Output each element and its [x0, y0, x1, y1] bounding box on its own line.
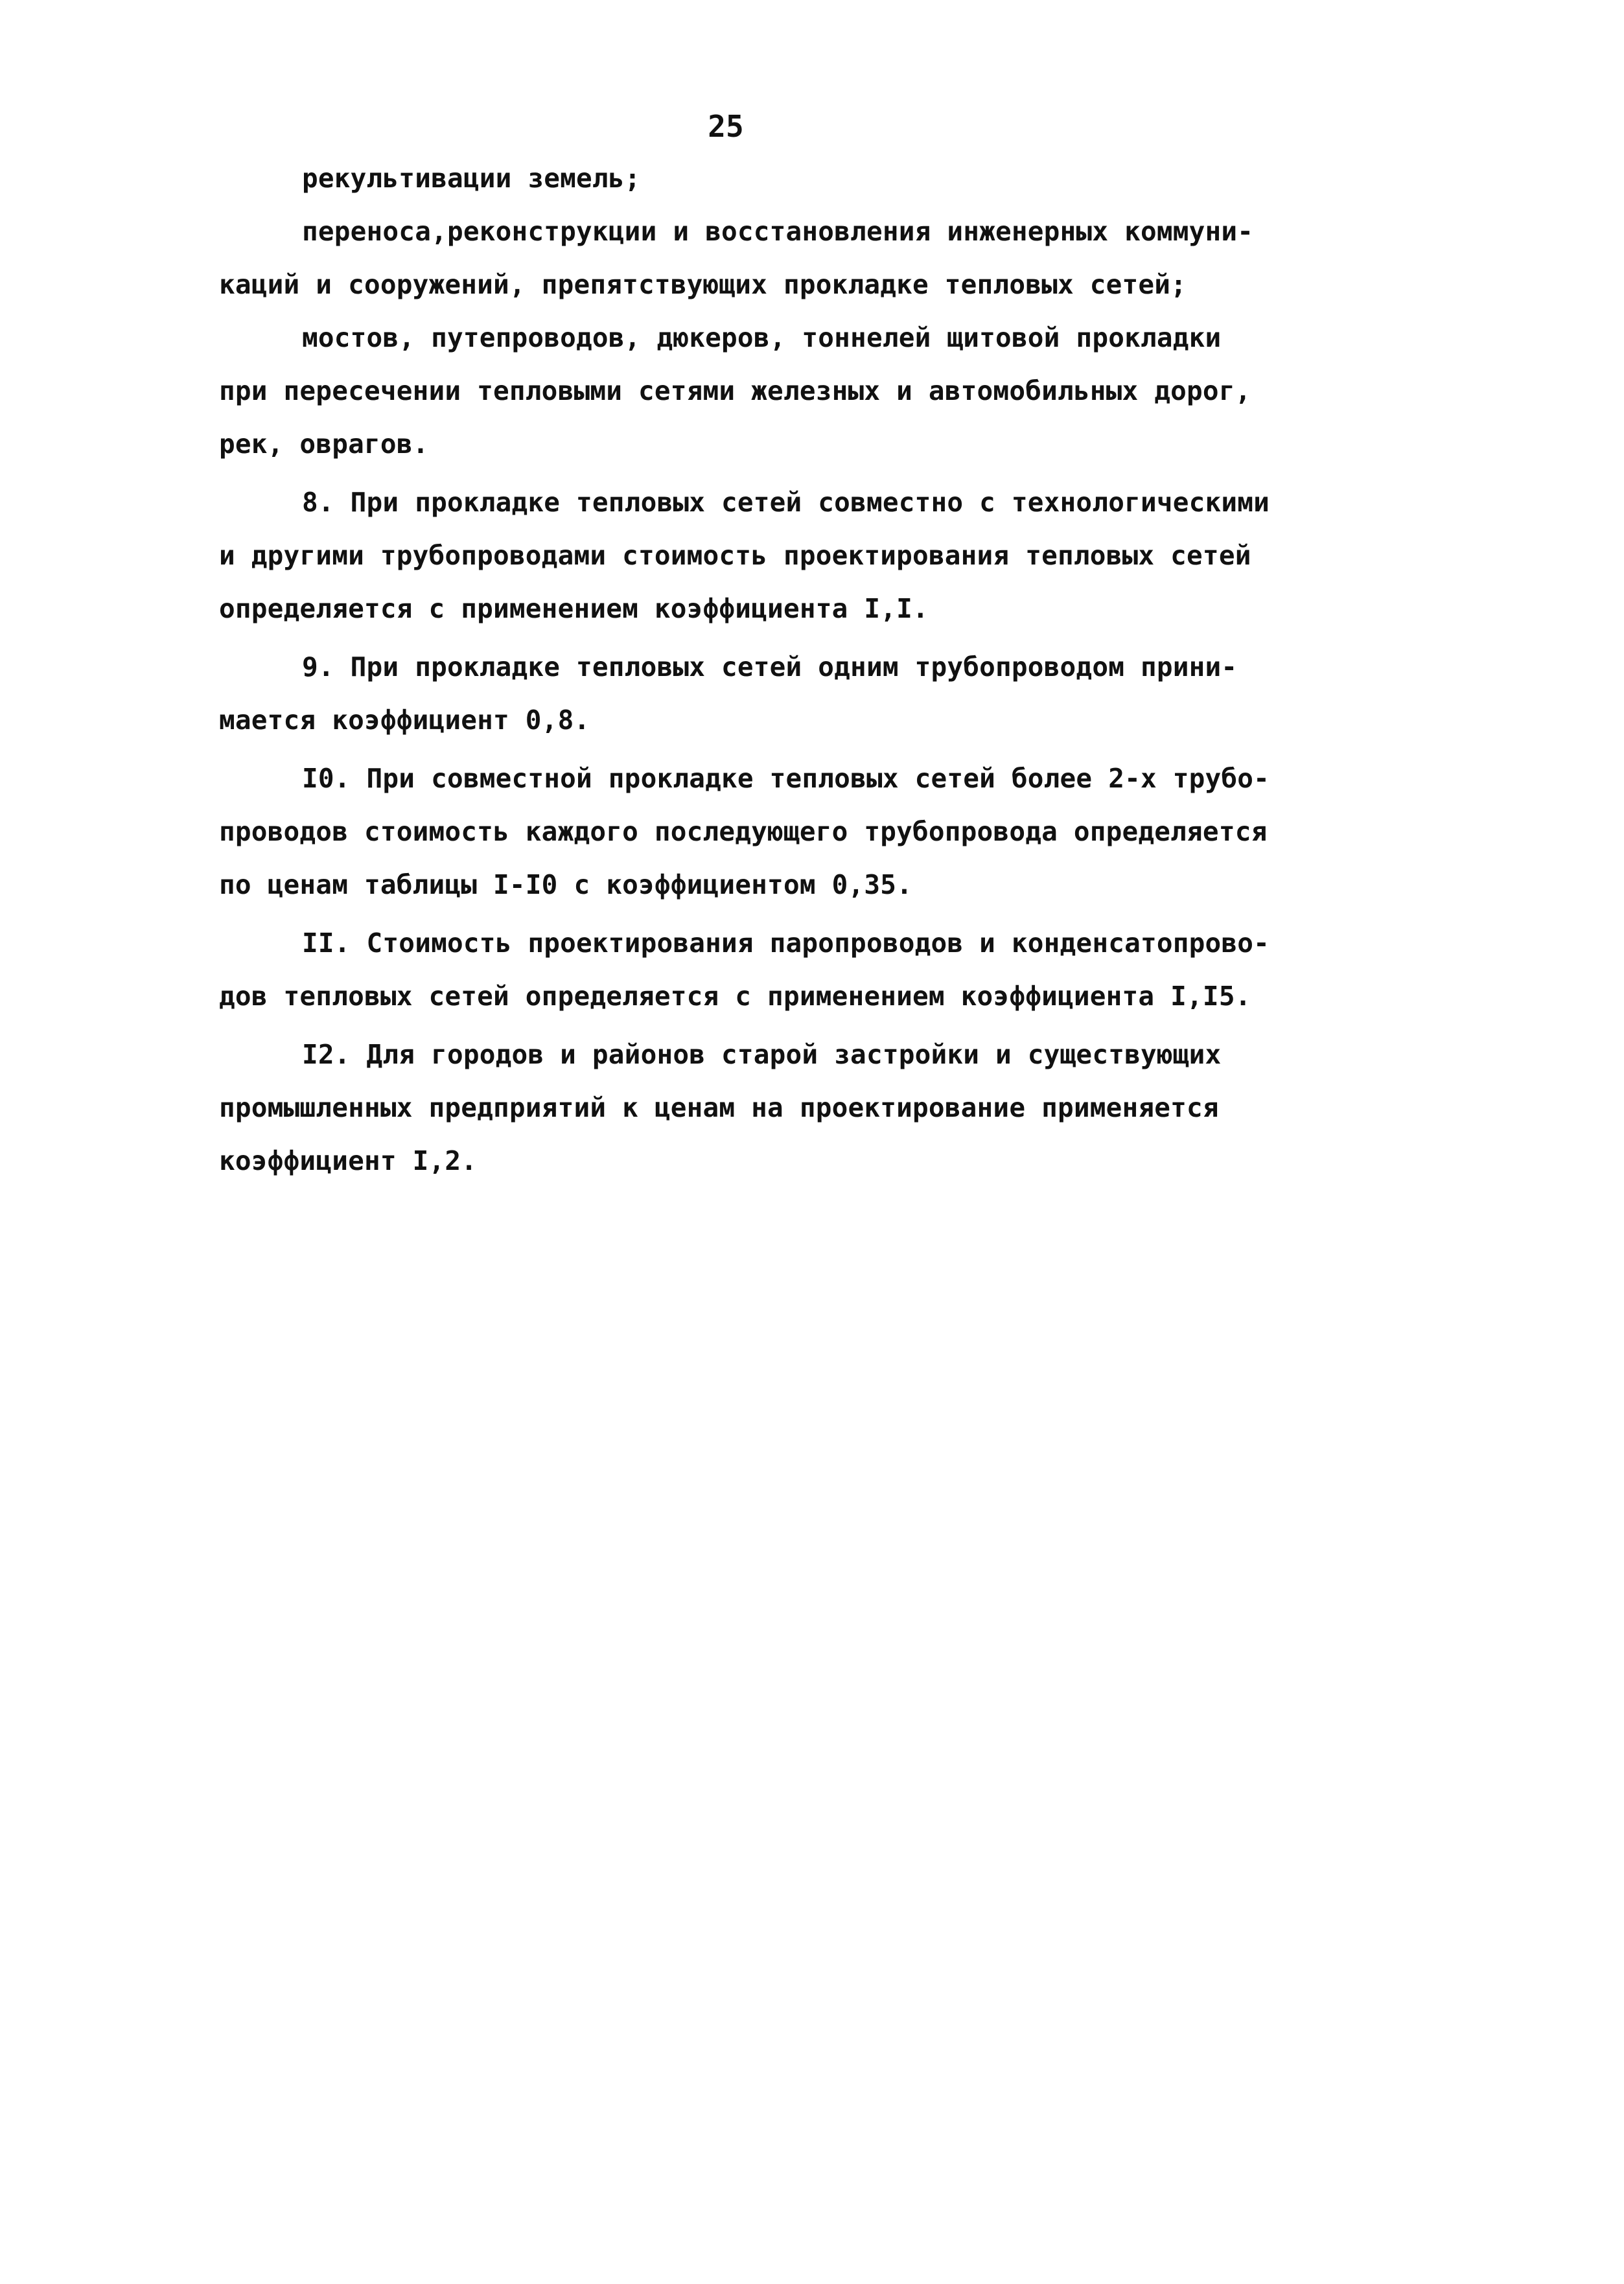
text-line: II. Стоимость проектирования паропроводов и конденсатопрово- [302, 927, 1270, 959]
text-line: рекультивации земель; [302, 163, 641, 194]
text-line: I0. При совместной прокладке тепловых сетей более 2-х трубо- [302, 763, 1270, 794]
text-line: мостов, путепроводов, дюкеров, тоннелей щитовой прокладки [302, 322, 1222, 353]
document-body [219, 152, 1275, 1187]
text-line: I2. Для городов и районов старой застройки и существующих [302, 1039, 1222, 1070]
text-line: 8. При прокладке тепловых сетей совместно с технологическими [302, 487, 1270, 518]
text-line: и другими трубопроводами стоимость проектирования тепловых сетей [219, 540, 1251, 571]
text-line: мается коэффициент 0,8. [219, 705, 590, 736]
text-line: при пересечении тепловыми сетями железных и автомобильных дорог, [219, 375, 1251, 406]
text-line: 9. При прокладке тепловых сетей одним трубопроводом прини- [302, 651, 1238, 682]
text-line: по ценам таблицы I-I0 с коэффициентом 0,35. [219, 869, 913, 900]
text-line: рек, оврагов. [219, 428, 429, 460]
text-line: переноса,реконструкции и восстановления инженерных коммуни- [302, 216, 1254, 247]
text-line: коэффициент I,2. [219, 1145, 478, 1176]
page-number: 25 [708, 109, 744, 144]
text-line: каций и сооружений, препятствующих прокладке тепловых сетей; [219, 269, 1187, 300]
text-line: промышленных предприятий к ценам на проектирование применяется [219, 1092, 1219, 1123]
text-line: определяется с применением коэффициента I,I. [219, 593, 929, 624]
text-line: проводов стоимость каждого последующего трубопровода определяется [219, 816, 1268, 847]
text-line: дов тепловых сетей определяется с применением коэффициента I,I5. [219, 981, 1251, 1012]
